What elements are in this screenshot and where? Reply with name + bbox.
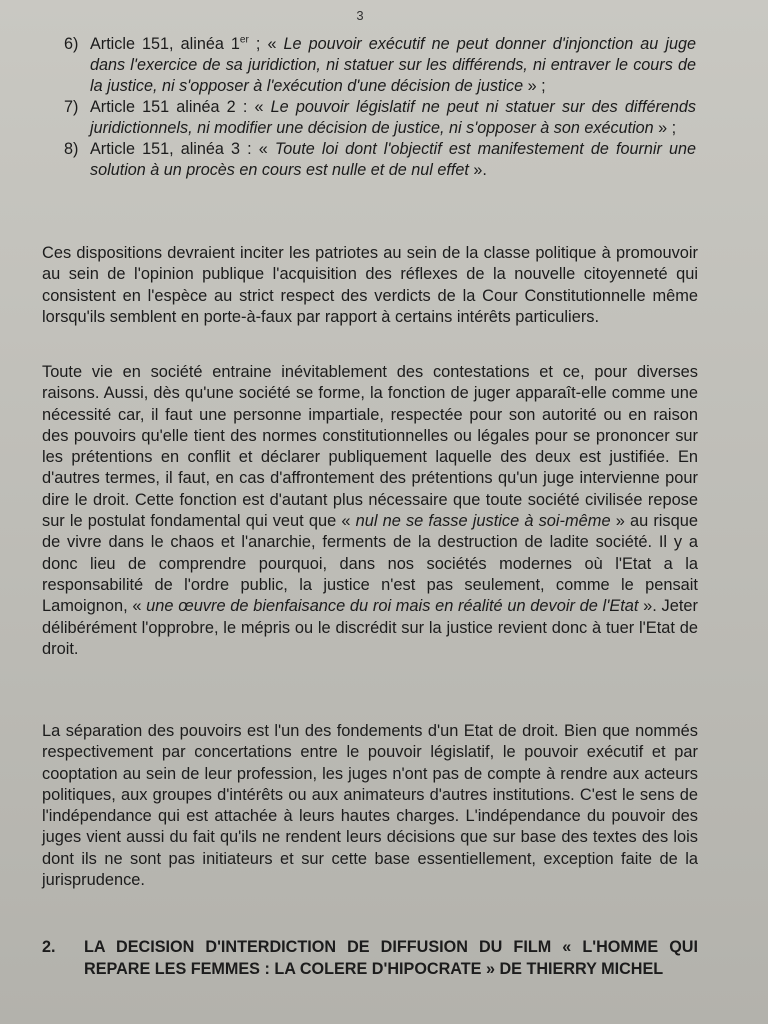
paragraph-justice: [42, 362, 698, 660]
list-item-number: 6): [64, 35, 79, 53]
paragraph-dispositions: Ces dispositions devraient inciter les patriotes au sein de la classe politique à promouvoir au sein de l'opinion publique l'acquisition des réflexes de la nouvelle citoyenneté qui consistent en l'espèce au strict respect des verdicts de la Cour Constitutionnelle même lorsqu'ils semblent en porte-à-faux par rapport à certains intérêts particuliers.: [42, 244, 698, 326]
article-quote: Le pouvoir législatif ne peut ni statuer sur des différends juridictionnels, ni modifier une décision de justice, ni s'opposer à son exécution: [90, 98, 696, 137]
quote-close: » ;: [653, 119, 677, 137]
paragraph-separation-pouvoirs: La séparation des pouvoirs est l'un des fondements d'un Etat de droit. Bien que nommés respectivement par concertations entre le pouvoir législatif, le pouvoir exécutif et par cooptation au sein de leur profession, les juges n'ont pas de compte à rendre aux acteurs politiques, aux groupes d'intérêts ou aux animateurs d'autres institutions. C'est le sens de l'indépendance qui est attachée à leurs hautes charges. L'indépendance du pouvoir des juges vient aussi du fait qu'ils ne rendent leurs décisions que sur base des textes des lois dont ils ne sont pas initiateurs et sur cette base essentiellement, exception faite de la jurisprudence.: [42, 722, 698, 890]
paragraph-text: ». Jeter délibérément l'opprobre, le mépris ou le discrédit sur la justice revient donc à tuer l'Etat de droit.: [42, 597, 698, 658]
list-item-number: 7): [64, 98, 79, 116]
list-item-number: 8): [64, 140, 79, 158]
superscript: er: [239, 34, 249, 46]
quote-close: » ;: [523, 77, 546, 95]
list-item: [64, 97, 696, 139]
paragraph-text: Toute vie en société entraine inévitablement des contestations et ce, pour diverses raisons. Aussi, dès qu'une société se forme, la fonction de juger apparaît-elle comme une nécessité car, il faut une personne impartiale, respectée pour son autorité ou en raison des pouvoirs qu'elle tient des normes constitutionnelles ou légales pour se prononcer sur les prétentions en conflit et déclarer publiquement laquelle des deux est justifiée. En d'autres termes, il faut, en cas d'affrontement des prétentions qu'un juge intervienne pour dire le droit. Cette fonction est d'autant plus nécessaire que toute société civilisée repose sur le postulat fondamental qui veut que «: [42, 363, 698, 531]
article-reference: Article 151 alinéa 2 : «: [90, 98, 271, 116]
article-quote: Toute loi dont l'objectif est manifestement de fournir une solution à un procès en cours est nulle et de nul effet: [90, 140, 696, 179]
italic-quote: une œuvre de bienfaisance du roi mais en réalité un devoir de l'Etat: [146, 597, 639, 616]
paragraph-text: » au risque de vivre dans le chaos et l'anarchie, ferments de la destruction de ladite société. Il y a donc lieu de comprendre pourquoi, dans nos sociétés modernes où l'Etat a la responsabilité de l'ordre public, la justice n'est pas seulement, comme le pensait Lamoignon, «: [42, 512, 698, 616]
article-reference: Article 151, alinéa 1: [90, 35, 240, 53]
quote-open: ; «: [248, 35, 284, 53]
section-title: LA DECISION D'INTERDICTION DE DIFFUSION DU FILM « L'HOMME QUI REPARE LES FEMMES : LA COLERE D'HIPOCRATE » DE THIERRY MICHEL: [84, 938, 698, 978]
article-reference: Article 151, alinéa 3 : «: [90, 140, 275, 158]
section-number: 2.: [42, 938, 56, 956]
quote-close: ».: [468, 161, 487, 179]
italic-quote: nul ne se fasse justice à soi-même: [355, 512, 611, 531]
page-number: 3: [356, 8, 364, 23]
list-item: [64, 139, 696, 181]
section-heading: [42, 937, 698, 980]
article-list: [64, 34, 696, 181]
list-item: [64, 34, 696, 97]
article-quote: Le pouvoir exécutif ne peut donner d'injonction au juge dans l'exercice de sa juridiction, ni statuer sur les différends, ni entraver le cours de la justice, ni s'opposer à l'exécution d'une décision de justice: [90, 35, 696, 95]
